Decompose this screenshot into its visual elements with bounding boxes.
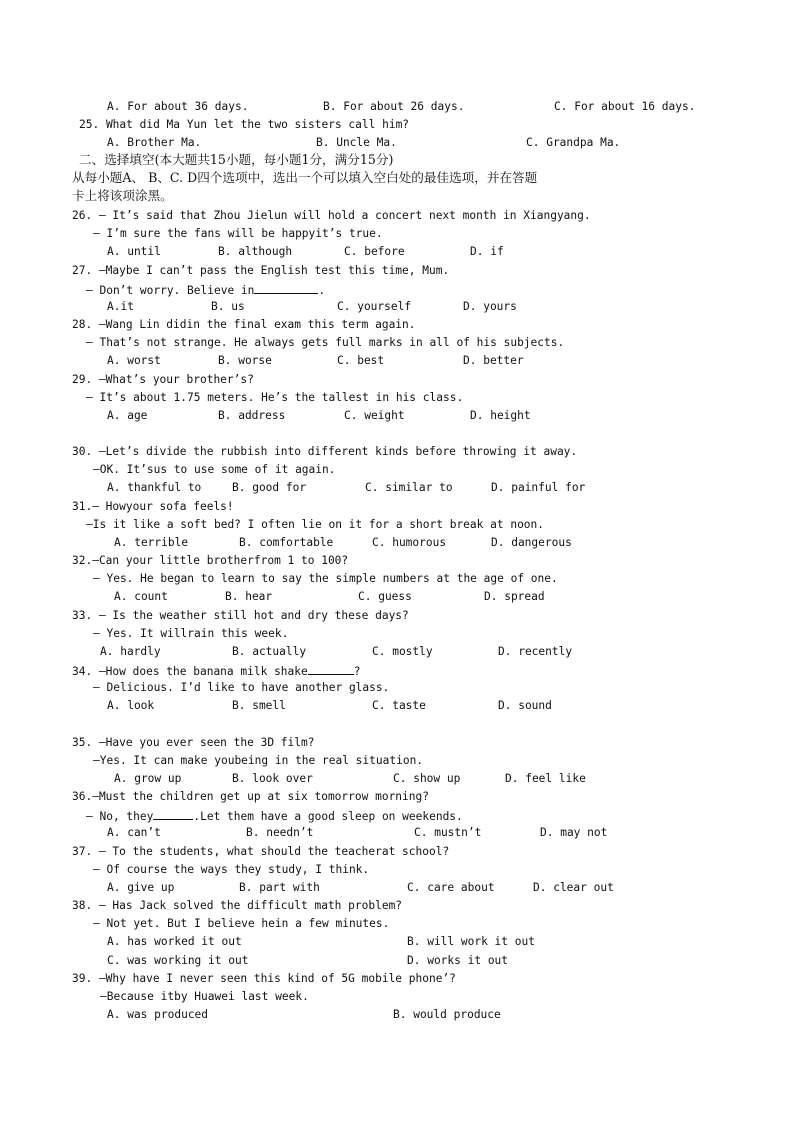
- q36-option-d: D. may not: [540, 826, 608, 839]
- q30-option-c: C. similar to: [365, 481, 453, 494]
- q26-line2: — I’m sure the fans will be happyit’s true.: [93, 227, 383, 240]
- q24-option-a: A. For about 36 days.: [107, 100, 249, 113]
- q38-line2: — Not yet. But I believe hein a few minutes.: [93, 917, 390, 930]
- q33-option-c: C. mostly: [372, 645, 433, 658]
- q25-option-c: C. Grandpa Ma.: [526, 136, 621, 149]
- q28-line2: — That’s not strange. He always gets full marks in all of his subjects.: [86, 336, 565, 349]
- q28-option-a: A. worst: [107, 354, 161, 367]
- q32-option-c: C. guess: [358, 590, 412, 603]
- q32-option-a: A. count: [114, 590, 168, 603]
- q37-option-c: C. care about: [407, 881, 495, 894]
- q31-option-b: B. comfortable: [239, 536, 334, 549]
- q31-line1: 31.— Howyour sofa feels!: [72, 500, 234, 513]
- q39-line2: —Because itby Huawei last week.: [100, 990, 309, 1003]
- q35-option-a: A. grow up: [114, 772, 182, 785]
- q35-line1: 35. —Have you ever seen the 3D film?: [72, 736, 315, 749]
- q31-line2: —Is it like a soft bed? I often lie on it for a short break at noon.: [86, 518, 545, 531]
- q33-line1: 33. — Is the weather still hot and dry these days?: [72, 609, 409, 622]
- q27-option-c: C. yourself: [337, 300, 412, 313]
- q36-line1: 36.—Must the children get up at six tomorrow morning?: [72, 790, 429, 803]
- q30-option-d: D. painful for: [491, 481, 586, 494]
- q29-option-b: B. address: [218, 409, 286, 422]
- q36-option-b: B. needn’t: [246, 826, 314, 839]
- q29-line2: — It’s about 1.75 meters. He’s the tallest in his class.: [86, 391, 464, 404]
- q38-option-b: B. will work it out: [407, 935, 535, 948]
- q31-option-a: A. terrible: [114, 536, 189, 549]
- q24-option-c: C. For about 16 days.: [554, 100, 696, 113]
- q34-option-d: D. sound: [498, 699, 552, 712]
- q31-option-c: C. humorous: [372, 536, 447, 549]
- q30-option-a: A. thankful to: [107, 481, 202, 494]
- q34-answer-blank: [308, 663, 354, 675]
- q34-line2: — Delicious. I’d like to have another glass.: [93, 681, 390, 694]
- q27-line2-end: .: [318, 284, 326, 297]
- q26-line1: 26. — It’s said that Zhou Jielun will hold a concert next month in Xiangyang.: [72, 209, 591, 222]
- q28-line1: 28. —Wang Lin didin the final exam this term again.: [72, 318, 416, 331]
- q26-option-a: A. until: [107, 245, 161, 258]
- q36-option-a: A. can’t: [107, 826, 161, 839]
- q33-option-d: D. recently: [498, 645, 573, 658]
- q25-option-b: B. Uncle Ma.: [316, 136, 397, 149]
- q27-option-d: D. yours: [463, 300, 517, 313]
- q24-option-b: B. For about 26 days.: [323, 100, 465, 113]
- q36-line2: [86, 808, 463, 824]
- q32-line1: 32.—Can your little brotherfrom 1 to 100?: [72, 554, 349, 567]
- q32-line2: — Yes. He began to learn to say the simple numbers at the age of one.: [93, 572, 558, 585]
- q35-option-b: B. look over: [232, 772, 313, 785]
- q34-line1: [72, 663, 361, 679]
- q34-line1-text: 34. —How does the banana milk shake: [72, 665, 308, 678]
- q26-option-c: C. before: [344, 245, 405, 258]
- q29-line1: 29. —What’s your brother’s?: [72, 373, 254, 386]
- q27-line2-text: — Don’t worry. Believe in: [86, 284, 255, 297]
- q30-option-b: B. good for: [232, 481, 307, 494]
- q30-line1: 30. —Let’s divide the rubbish into different kinds before throwing it away.: [72, 445, 578, 458]
- q35-option-c: C. show up: [393, 772, 461, 785]
- q37-option-a: A. give up: [107, 881, 175, 894]
- q27-line2: [86, 282, 325, 298]
- q37-option-d: D. clear out: [533, 881, 614, 894]
- q37-option-b: B. part with: [239, 881, 320, 894]
- q37-line2: — Of course the ways they study, I think.: [93, 863, 370, 876]
- q27-option-b: B. us: [211, 300, 245, 313]
- q36-answer-blank: [153, 808, 193, 820]
- q34-line1-end: ?: [353, 665, 361, 678]
- q32-option-b: B. hear: [225, 590, 273, 603]
- q31-option-d: D. dangerous: [491, 536, 572, 549]
- q27-line1: 27. —Maybe I can’t pass the English test this time, Mum.: [72, 264, 450, 277]
- q28-option-d: D. better: [463, 354, 524, 367]
- q28-option-c: C. best: [337, 354, 385, 367]
- q26-option-b: B. although: [218, 245, 293, 258]
- section-instruction-line1: 从每小题A、 B、C. D四个选项中，选出一个可以填入空白处的最佳选项，并在答题: [72, 170, 538, 185]
- q25-stem: 25. What did Ma Yun let the two sisters call him?: [79, 118, 410, 131]
- q38-line1: 38. — Has Jack solved the difficult math problem?: [72, 899, 403, 912]
- q33-option-a: A. hardly: [100, 645, 161, 658]
- q39-line1: 39. —Why have I never seen this kind of 5G mobile phone’?: [72, 972, 456, 985]
- q25-option-a: A. Brother Ma.: [107, 136, 202, 149]
- q37-line1: 37. — To the students, what should the teacherat school?: [72, 845, 450, 858]
- q36-option-c: C. mustn’t: [414, 826, 482, 839]
- section-instruction-line2: 卡上将该项涂黑。: [72, 188, 173, 203]
- q35-option-d: D. feel like: [505, 772, 586, 785]
- q34-option-a: A. look: [107, 699, 155, 712]
- q34-option-c: C. taste: [372, 699, 426, 712]
- q27-option-a: A.it: [107, 300, 134, 313]
- q38-option-d: D. works it out: [407, 954, 509, 967]
- q34-option-b: B. smell: [232, 699, 286, 712]
- q32-option-d: D. spread: [484, 590, 545, 603]
- q26-option-d: D. if: [470, 245, 504, 258]
- q38-option-a: A. has worked it out: [107, 935, 242, 948]
- q27-answer-blank: [254, 282, 318, 294]
- q36-line2-text: — No, they: [86, 810, 154, 823]
- q39-option-b: B. would produce: [393, 1008, 501, 1021]
- q33-line2: — Yes. It willrain this week.: [93, 627, 289, 640]
- q38-option-c: C. was working it out: [107, 954, 249, 967]
- q30-line2: —OK. It’sus to use some of it again.: [93, 463, 336, 476]
- section-heading: 二、选择填空(本大题共15小题，每小题1分，满分15分): [79, 152, 394, 167]
- q29-option-d: D. height: [470, 409, 531, 422]
- q29-option-a: A. age: [107, 409, 148, 422]
- q39-option-a: A. was produced: [107, 1008, 209, 1021]
- q28-option-b: B. worse: [218, 354, 272, 367]
- q29-option-c: C. weight: [344, 409, 405, 422]
- q35-line2: —Yes. It can make youbeing in the real situation.: [93, 754, 424, 767]
- q36-line2-end: .Let them have a good sleep on weekends.: [193, 810, 463, 823]
- q33-option-b: B. actually: [232, 645, 307, 658]
